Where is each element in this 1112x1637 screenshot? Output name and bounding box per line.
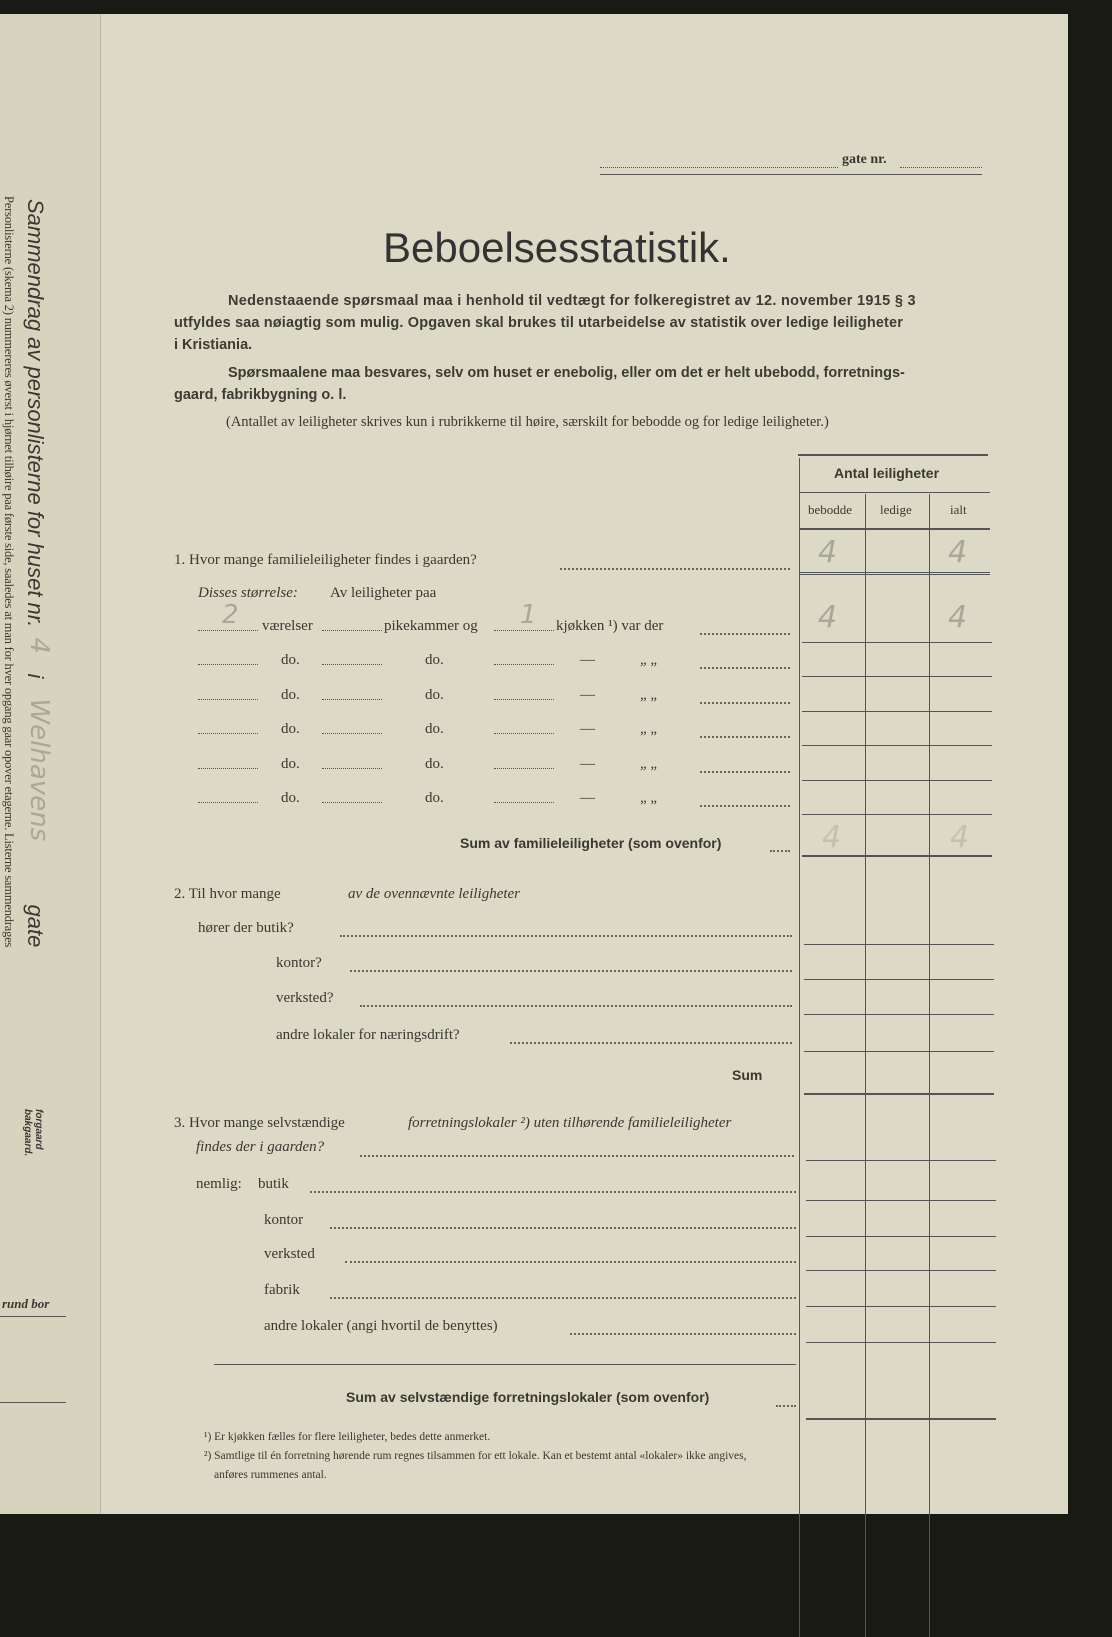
fill-line[interactable] [198,733,258,734]
side-rund-bor: rund bor [2,1296,50,1311]
row-rule [802,814,992,815]
row-rule [806,1270,996,1271]
intro-p1b: utfyldes saa nøiagtig som mulig. Opgaven skal brukes til utarbeidelse av statistik over ledige leiligheter [174,315,904,331]
dot-leader [700,771,790,773]
dot-leader [510,1042,792,1044]
dot-leader [700,805,790,807]
dot-leader [310,1191,796,1193]
q2-sum-label: Sum [732,1067,763,1083]
fill-line[interactable] [322,630,382,631]
hw-q1-ialt: 4 [948,535,968,570]
ditto-mark: „ „ [640,755,658,772]
q1-sizes-a: Disses størrelse: [198,585,298,601]
fill-line[interactable] [494,699,554,700]
fill-line[interactable] [494,768,554,769]
fill-line[interactable] [322,733,382,734]
do-label: do. [425,721,444,737]
dot-leader [570,1333,796,1335]
ditto-mark: „ „ [640,652,658,668]
footnote-1: ¹) Er kjøkken fælles for flere leiligheter, bedes dette anmerket. [204,1431,491,1443]
do-label: do. [425,686,444,703]
hw-row1-bebodde: 4 [818,600,838,635]
row-rule [806,1200,996,1201]
row-rule [806,1236,996,1237]
dash: — [580,652,595,668]
dot-leader [360,1155,794,1157]
row-rule [804,1014,994,1015]
footnotes [204,1428,747,1485]
dash: — [580,686,595,703]
q3-label-a: 3. Hvor mange selvstændige [174,1115,345,1131]
dot-leader [330,1227,796,1229]
dot-leader [770,850,790,852]
do-label: do. [281,652,300,668]
hw-kjokken: 1 [520,600,537,630]
q1-sum-label: Sum av familieleiligheter (som ovenfor) [460,835,722,851]
side-strip [0,14,101,1514]
fill-line[interactable] [198,802,258,803]
fill-line[interactable] [494,630,554,631]
dot-leader [700,633,790,635]
q3-label-b: forretningslokaler ²) uten tilhørende familieleiligheter [408,1115,732,1131]
hw-sum-ialt: 4 [950,820,970,855]
hw-vaerelser: 2 [222,600,239,630]
dot-leader [700,667,790,669]
col-bebodde: bebodde [808,502,853,517]
row-rule [804,979,994,980]
do-label: do. [281,755,300,772]
q3-item: verksted [264,1246,315,1262]
hw-house-number: 4 [24,637,54,654]
q3-nemlig: nemlig: [196,1176,242,1192]
q2-item: hører der butik? [198,920,294,936]
fill-line[interactable] [322,664,382,665]
row-rule [802,642,992,643]
hw-street: Welhavens [24,698,54,842]
dash: — [580,721,595,737]
row-rule [802,780,992,781]
footnote-2-cont: anføres rummenes antal. [214,1469,327,1481]
ditto-mark: „ „ [640,790,658,806]
side-gate: gate [23,904,48,948]
hw-q1-bebodde: 4 [818,535,838,570]
q3-item: butik [258,1176,289,1192]
row-rule [802,676,992,677]
do-label: do. [281,790,300,806]
row-rule [214,1364,796,1365]
dot-leader [330,1297,796,1299]
fill-line[interactable] [198,630,258,631]
dot-leader [360,1005,792,1007]
row-rule [802,711,992,712]
q2-label-a: 2. Til hvor mange [174,886,281,902]
dot-leader [340,935,792,937]
q3-label-c: findes der i gaarden? [196,1139,325,1155]
do-label: do. [425,652,444,668]
q2-item: verksted? [276,990,334,1006]
row-rule [800,574,990,575]
row-rule [802,745,992,746]
q3-item: kontor [264,1212,304,1228]
q2-label-b: av de ovennævnte leiligheter [348,886,521,902]
intro-p1c: i Kristiania. [174,337,253,353]
do-label: do. [281,721,300,737]
do-label: do. [425,790,444,806]
dot-leader [700,702,790,704]
col-ialt: ialt [950,502,967,517]
fill-line[interactable] [322,802,382,803]
side-title [22,199,54,948]
dot-leader [700,736,790,738]
hw-sum-bebodde: 4 [822,820,842,855]
col-ledige: ledige [880,502,912,517]
dot-leader [350,970,792,972]
q3-sum-label: Sum av selvstændige forretningslokaler (som ovenfor) [346,1389,710,1405]
side-mid: i [23,673,48,679]
dot-leader [345,1261,796,1263]
hw-row1-ialt: 4 [948,600,968,635]
row-rule [804,944,994,945]
do-label: do. [425,755,444,772]
dash: — [580,755,595,772]
page-title: Beboelsesstatistik. [383,224,731,271]
ditto-mark: „ „ [640,721,658,737]
fill-line[interactable] [322,699,382,700]
intro-p2b: gaard, fabrikbygning o. l. [174,387,347,403]
forgaard: forgaard [33,1109,44,1150]
fill-line[interactable] [198,768,258,769]
gate-nr-label: gate nr. [842,152,887,167]
vaerelser-label: værelser [262,618,313,634]
q1-label: 1. Hvor mange familieleiligheter findes i gaarden? [174,552,477,568]
intro-p1a: Nedenstaaende spørsmaal maa i henhold til vedtægt for folkeregistret av 12. november 1915 § 3 [228,293,916,309]
do-label: do. [281,686,300,703]
q3-item: fabrik [264,1282,300,1298]
pikekammer-label: pikekammer og [384,618,478,634]
dash: — [580,790,595,806]
fill-line[interactable] [494,733,554,734]
intro-text [174,290,916,406]
side-instructions: Personlisterne (skema 2) nummereres øverst i hjørnet tilhøire paa første side, saaledes at man for hver opgang gaar opover etagerne. Listerne sammendrages [2,196,16,948]
table-header: Antal leiligheter [834,465,940,481]
q2-item: andre lokaler for næringsdrift? [276,1027,460,1043]
row-rule [806,1160,996,1161]
fill-line[interactable] [198,664,258,665]
footnote-2: ²) Samtlige til én forretning hørende rum regnes tilsammen for ett lokale. Kan et bestemt antal «lokaler» ikke angives, [204,1450,747,1462]
kjokken-label: kjøkken ¹) var der [556,618,664,634]
side-title-text: Sammendrag av personlisterne for huset nr. [23,199,48,628]
row-rule [806,1306,996,1307]
bakgaard: bakgaard. [22,1109,33,1157]
intro-p3: (Antallet av leiligheter skrives kun i rubrikkerne til høire, særskilt for bebodde og for ledige leiligheter.) [226,414,829,430]
fill-line[interactable] [322,768,382,769]
q1-sizes-b: Av leiligheter paa [330,585,437,601]
intro-p2a: Spørsmaalene maa besvares, selv om huset er enebolig, eller om det er helt ubebodd, forretnings- [228,365,905,381]
q2-item: kontor? [276,955,322,971]
fill-line[interactable] [198,699,258,700]
fill-line[interactable] [494,802,554,803]
dot-leader [560,568,790,570]
dot-leader [776,1405,796,1407]
fill-line[interactable] [494,664,554,665]
q3-item: andre lokaler (angi hvortil de benyttes) [264,1318,498,1334]
row-rule [806,1342,996,1343]
ditto-mark: „ „ [640,686,658,703]
row-rule [804,1051,994,1052]
